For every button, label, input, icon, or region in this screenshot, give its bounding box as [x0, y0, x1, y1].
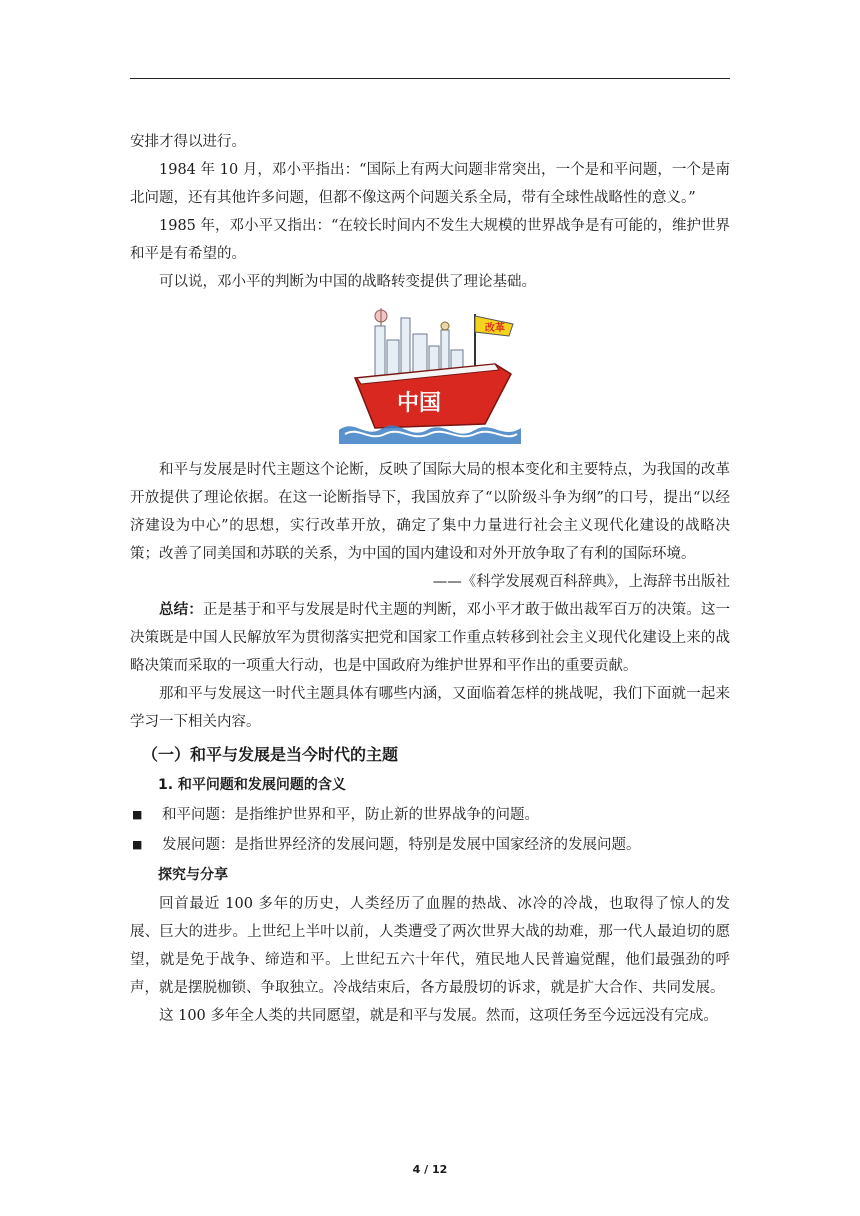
paragraph: 1985 年，邓小平又指出：“在较长时间内不发生大规模的世界战争是有可能的，维护世界和平是有希望的。 [130, 218, 730, 262]
bullet-marker-icon: ■ [132, 808, 143, 821]
summary-paragraph [130, 596, 730, 680]
summary-label: 总结： [159, 602, 203, 618]
page-content [130, 128, 730, 1030]
summary-text: 正是基于和平与发展是时代主题的判断，邓小平才敢于做出裁军百万的决策。这一决策既是中国人民解放军为贯彻落实把党和国家工作重点转移到社会主义现代化建设上来的战略决策而采取的一项重大行动，也是中国政府为维护世界和平作出的重要贡献。 [130, 602, 730, 674]
page-number: 4 / 12 [412, 1163, 448, 1176]
ship-image [335, 306, 525, 444]
bullet-text: 发展问题：是指世界经济的发展问题，特别是发展中国家经济的发展问题。 [162, 837, 641, 853]
subsection-heading: 1. 和平问题和发展问题的含义 [158, 777, 346, 793]
reform-ship-illustration [130, 306, 730, 446]
explore-paragraph: 这 100 多年全人类的共同愿望，就是和平与发展。然而，这项任务至今远远没有完成。 [159, 1008, 718, 1024]
bullet-item [130, 800, 730, 830]
explore-heading: 探究与分享 [158, 867, 228, 883]
flag-label: 改革 [485, 323, 505, 334]
bullet-marker-icon: ■ [132, 838, 143, 851]
paragraph: 安排才得以进行。 [130, 134, 246, 150]
paragraph: 1984 年 10 月，邓小平指出：“国际上有两大问题非常突出，一个是和平问题，一个是南北问题，还有其他许多问题，但都不像这两个问题关系全局，带有全球性战略性的意义。” [130, 162, 730, 206]
section-heading: （一）和平与发展是当今时代的主题 [142, 745, 399, 764]
paragraph: 可以说，邓小平的判断为中国的战略转变提供了理论基础。 [159, 274, 536, 290]
explore-paragraph: 回首最近 100 多年的历史，人类经历了血腥的热战、冰冷的冷战，也取得了惊人的发展、巨大的进步。上世纪上半叶以前，人类遭受了两次世界大战的劫难，那一代人最迫切的愿望，就是免于战争、缔造和平。上世纪五六十年代，殖民地人民普遍觉醒，他们最强劲的呼声，就是摆脱枷锁、争取独立。冷战结束后，各方最殷切的诉求，就是扩大合作、共同发展。 [130, 896, 730, 996]
quote-source: ——《科学发展观百科辞典》，上海辞书出版社 [432, 574, 730, 590]
bullet-text: 和平问题：是指维护世界和平，防止新的世界战争的问题。 [162, 807, 539, 823]
quote-text: 和平与发展是时代主题这个论断，反映了国际大局的根本变化和主要特点，为我国的改革开放提供了理论依据。在这一论断指导下，我国放弃了“以阶级斗争为纲”的口号，提出“以经济建设为中心”的思想，实行改革开放，确定了集中力量进行社会主义现代化建设的战略决策；改善了同美国和苏联的关系，为中国的国内建设和对外开放争取了有利的国际环境。 [130, 462, 730, 562]
transition-paragraph: 那和平与发展这一时代主题具体有哪些内涵，又面临着怎样的挑战呢，我们下面就一起来学习一下相关内容。 [130, 686, 730, 730]
ship-label: 中国 [397, 391, 442, 416]
header-rule [130, 78, 730, 79]
bullet-item [130, 830, 730, 860]
